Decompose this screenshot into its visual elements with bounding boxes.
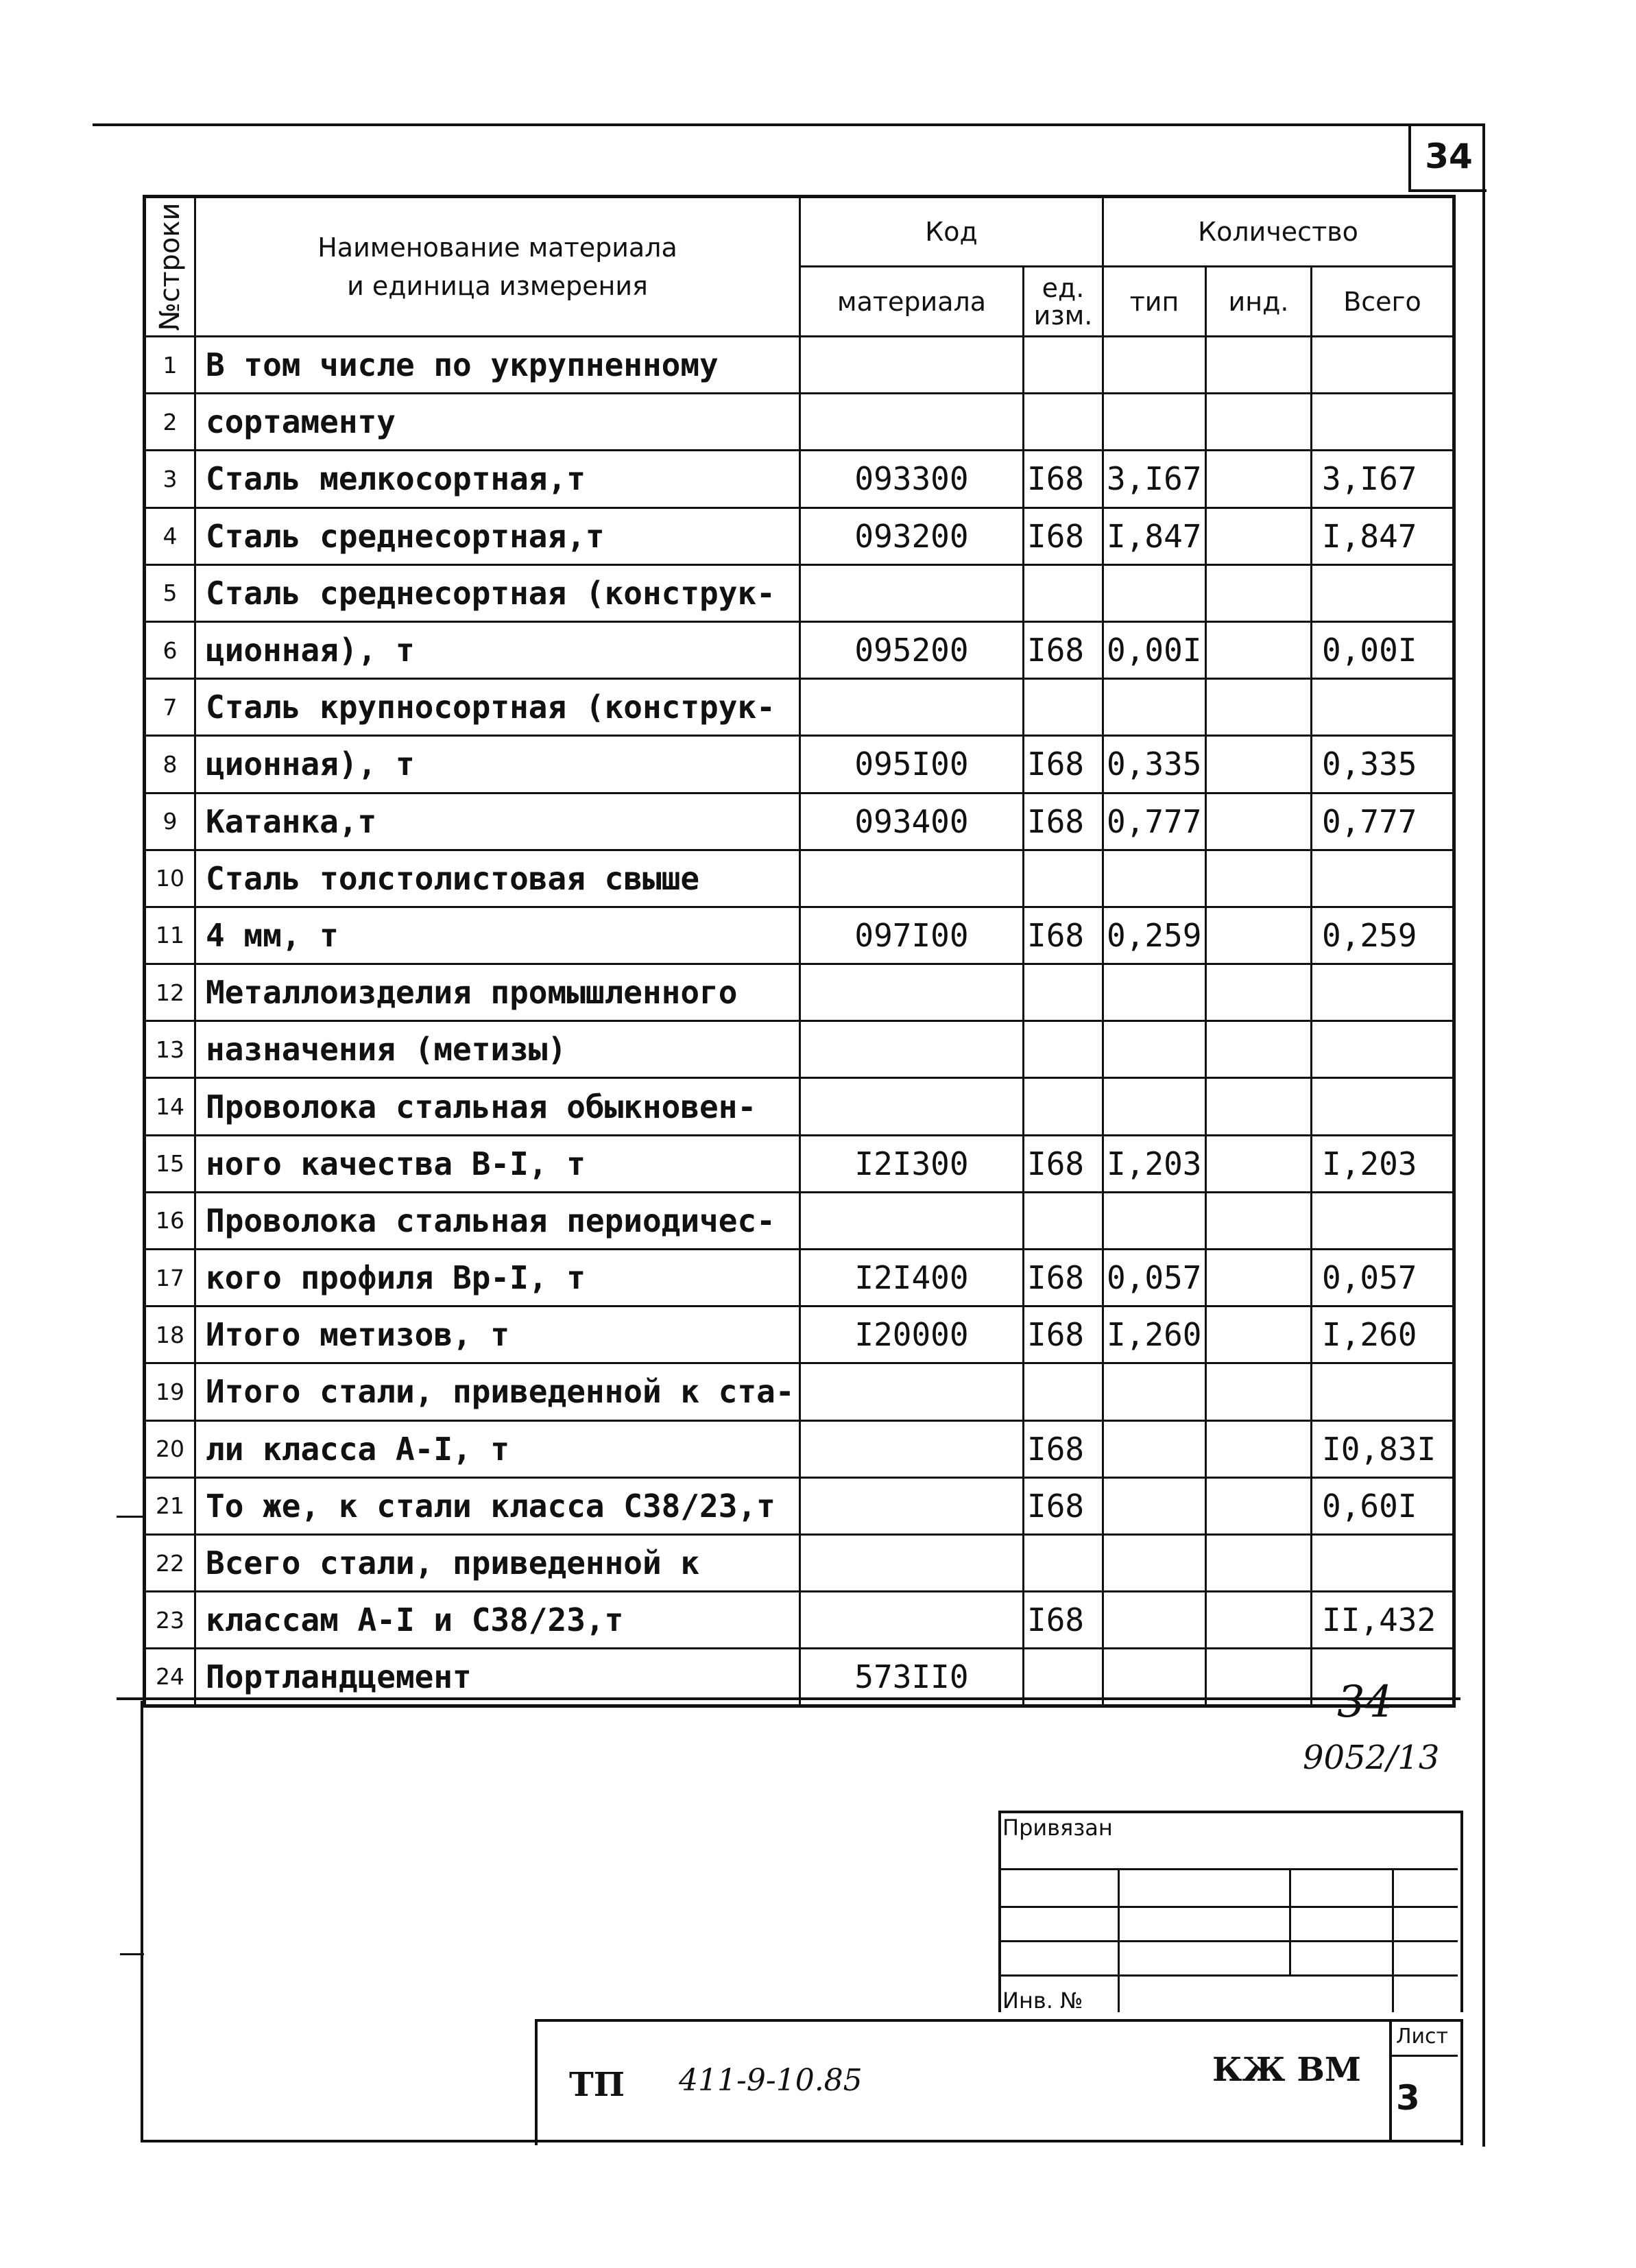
unit-code-cell bbox=[1024, 679, 1103, 736]
unit-code-cell bbox=[1024, 1078, 1103, 1135]
material-code-cell bbox=[800, 1592, 1024, 1649]
material-name-cell: Сталь среднесортная,т bbox=[195, 508, 800, 564]
stamp-prefix: ТП bbox=[569, 2066, 625, 2104]
qty-ind-cell bbox=[1206, 451, 1312, 508]
qty-type-cell bbox=[1103, 1192, 1206, 1249]
qty-total-cell: II,432 bbox=[1312, 1592, 1454, 1649]
row-number-cell: 6 bbox=[145, 621, 195, 678]
right-rule bbox=[1482, 123, 1485, 2147]
qty-total-cell bbox=[1312, 1078, 1454, 1135]
material-name-cell: ционная), т bbox=[195, 736, 800, 793]
material-name-cell: Проволока стальная периодичес- bbox=[195, 1192, 800, 1249]
code-group-header: Код bbox=[800, 197, 1103, 267]
material-code-cell bbox=[800, 1363, 1024, 1420]
row-number-cell: 5 bbox=[145, 564, 195, 621]
table-row bbox=[145, 1534, 1454, 1591]
qty-total-cell: I0,83I bbox=[1312, 1420, 1454, 1477]
table-row bbox=[145, 1306, 1454, 1363]
page-number: 34 bbox=[1408, 123, 1487, 192]
attachment-label: Привязан bbox=[1002, 1815, 1113, 1841]
table-row bbox=[145, 1135, 1454, 1192]
qty-type-cell: 0,00I bbox=[1103, 621, 1206, 678]
table-row bbox=[145, 1420, 1454, 1477]
row-number-cell: 17 bbox=[145, 1250, 195, 1306]
material-code-cell bbox=[800, 1192, 1024, 1249]
total-header: Всего bbox=[1312, 267, 1454, 337]
left-rule bbox=[141, 1701, 143, 2140]
material-code-cell: 095I00 bbox=[800, 736, 1024, 793]
qty-type-cell: 3,I67 bbox=[1103, 451, 1206, 508]
material-code-cell: 573II0 bbox=[800, 1649, 1024, 1706]
qty-ind-cell bbox=[1206, 1649, 1312, 1706]
materials-table bbox=[143, 195, 1456, 1708]
material-name-cell: Сталь мелкосортная,т bbox=[195, 451, 800, 508]
margin-tick-2 bbox=[120, 1953, 144, 1955]
material-name-cell: Сталь толстолистовая свыше bbox=[195, 850, 800, 907]
table-row bbox=[145, 337, 1454, 394]
table-row bbox=[145, 1250, 1454, 1306]
qty-total-cell: 0,259 bbox=[1312, 907, 1454, 964]
qty-total-cell: 0,60I bbox=[1312, 1477, 1454, 1534]
unit-code-cell: I68 bbox=[1024, 451, 1103, 508]
qty-ind-cell bbox=[1206, 1306, 1312, 1363]
row-number-cell: 22 bbox=[145, 1534, 195, 1591]
material-name-cell: То же, к стали класса С38/23,т bbox=[195, 1477, 800, 1534]
qty-total-cell: I,203 bbox=[1312, 1135, 1454, 1192]
quantity-group-header: Количество bbox=[1103, 197, 1454, 267]
qty-ind-cell bbox=[1206, 1592, 1312, 1649]
material-code-cell bbox=[800, 1021, 1024, 1078]
material-code-cell bbox=[800, 337, 1024, 394]
table-row bbox=[145, 1192, 1454, 1249]
row-number-cell: 20 bbox=[145, 1420, 195, 1477]
table-row bbox=[145, 1078, 1454, 1135]
qty-total-cell bbox=[1312, 1192, 1454, 1249]
material-code-cell bbox=[800, 564, 1024, 621]
stamp-number: 411-9-10.85 bbox=[679, 2063, 863, 2098]
material-name-cell: 4 мм, т bbox=[195, 907, 800, 964]
qty-total-cell bbox=[1312, 394, 1454, 451]
material-name-cell: Итого стали, приведенной к ста- bbox=[195, 1363, 800, 1420]
qty-type-cell bbox=[1103, 964, 1206, 1021]
unit-code-cell bbox=[1024, 964, 1103, 1021]
unit-code-cell bbox=[1024, 850, 1103, 907]
qty-type-cell bbox=[1103, 394, 1206, 451]
qty-ind-cell bbox=[1206, 1420, 1312, 1477]
row-number-cell: 16 bbox=[145, 1192, 195, 1249]
qty-type-cell: 0,777 bbox=[1103, 793, 1206, 850]
top-rule bbox=[93, 123, 1484, 126]
qty-type-cell: 0,057 bbox=[1103, 1250, 1206, 1306]
sheet-value: 3 bbox=[1396, 2078, 1420, 2118]
row-number-cell: 21 bbox=[145, 1477, 195, 1534]
material-name-cell: Всего стали, приведенной к bbox=[195, 1534, 800, 1591]
unit-code-cell bbox=[1024, 1534, 1103, 1591]
qty-ind-cell bbox=[1206, 337, 1312, 394]
row-number-cell: 4 bbox=[145, 508, 195, 564]
material-code-cell: 097I00 bbox=[800, 907, 1024, 964]
qty-type-cell bbox=[1103, 1363, 1206, 1420]
unit-code-cell: I68 bbox=[1024, 793, 1103, 850]
handwritten-code: 9052/13 bbox=[1303, 1739, 1440, 1777]
qty-total-cell bbox=[1312, 679, 1454, 736]
qty-total-cell: 0,00I bbox=[1312, 621, 1454, 678]
material-name-cell: Катанка,т bbox=[195, 793, 800, 850]
material-code-cell bbox=[800, 964, 1024, 1021]
material-name-header: Наименование материала и единица измерения bbox=[195, 197, 800, 337]
qty-type-cell bbox=[1103, 1649, 1206, 1706]
material-name-cell: ли класса А-I, т bbox=[195, 1420, 800, 1477]
unit-code-cell: I68 bbox=[1024, 1592, 1103, 1649]
qty-type-cell bbox=[1103, 1477, 1206, 1534]
qty-type-cell bbox=[1103, 1021, 1206, 1078]
qty-ind-cell bbox=[1206, 793, 1312, 850]
table-row bbox=[145, 564, 1454, 621]
margin-tick-1 bbox=[117, 1516, 144, 1518]
material-code-cell bbox=[800, 679, 1024, 736]
material-code-cell bbox=[800, 1078, 1024, 1135]
unit-code-cell: I68 bbox=[1024, 1250, 1103, 1306]
qty-type-cell: I,260 bbox=[1103, 1306, 1206, 1363]
row-number-cell: 24 bbox=[145, 1649, 195, 1706]
row-number-cell: 7 bbox=[145, 679, 195, 736]
row-number-cell: 14 bbox=[145, 1078, 195, 1135]
qty-type-cell bbox=[1103, 1534, 1206, 1591]
qty-type-cell bbox=[1103, 564, 1206, 621]
unit-code-cell bbox=[1024, 1363, 1103, 1420]
row-number-cell: 10 bbox=[145, 850, 195, 907]
row-number-cell: 11 bbox=[145, 907, 195, 964]
qty-total-cell: 0,057 bbox=[1312, 1250, 1454, 1306]
qty-ind-cell bbox=[1206, 1477, 1312, 1534]
qty-ind-cell bbox=[1206, 621, 1312, 678]
table-row bbox=[145, 1477, 1454, 1534]
table-row bbox=[145, 679, 1454, 736]
row-number-cell: 1 bbox=[145, 337, 195, 394]
table-row bbox=[145, 1021, 1454, 1078]
table-row bbox=[145, 1592, 1454, 1649]
qty-type-cell: I,203 bbox=[1103, 1135, 1206, 1192]
qty-total-cell bbox=[1312, 850, 1454, 907]
unit-code-cell: I68 bbox=[1024, 736, 1103, 793]
material-name-cell: кого профиля Вр-I, т bbox=[195, 1250, 800, 1306]
row-number-cell: 19 bbox=[145, 1363, 195, 1420]
qty-ind-cell bbox=[1206, 1135, 1312, 1192]
table-row bbox=[145, 1363, 1454, 1420]
qty-ind-cell bbox=[1206, 679, 1312, 736]
qty-ind-cell bbox=[1206, 964, 1312, 1021]
qty-total-cell: 0,777 bbox=[1312, 793, 1454, 850]
qty-type-cell bbox=[1103, 1078, 1206, 1135]
sheet-label: Лист bbox=[1396, 2025, 1449, 2049]
material-code-cell: 093400 bbox=[800, 793, 1024, 850]
qty-total-cell bbox=[1312, 1021, 1454, 1078]
stamp-mark: КЖ ВМ bbox=[1212, 2051, 1362, 2089]
material-code-header: материала bbox=[800, 267, 1024, 337]
table-row bbox=[145, 394, 1454, 451]
qty-ind-cell bbox=[1206, 736, 1312, 793]
row-number-cell: 18 bbox=[145, 1306, 195, 1363]
unit-code-cell: I68 bbox=[1024, 907, 1103, 964]
ind-header: инд. bbox=[1206, 267, 1312, 337]
qty-type-cell bbox=[1103, 337, 1206, 394]
material-code-cell: 093200 bbox=[800, 508, 1024, 564]
qty-ind-cell bbox=[1206, 1250, 1312, 1306]
row-number-cell: 8 bbox=[145, 736, 195, 793]
qty-type-cell: 0,335 bbox=[1103, 736, 1206, 793]
qty-ind-cell bbox=[1206, 1534, 1312, 1591]
table-row bbox=[145, 736, 1454, 793]
qty-ind-cell bbox=[1206, 1363, 1312, 1420]
unit-code-cell bbox=[1024, 564, 1103, 621]
table-row bbox=[145, 964, 1454, 1021]
unit-code-cell: I68 bbox=[1024, 1135, 1103, 1192]
qty-ind-cell bbox=[1206, 1021, 1312, 1078]
row-number-cell: 2 bbox=[145, 394, 195, 451]
table-row bbox=[145, 451, 1454, 508]
material-name-cell: ного качества В-I, т bbox=[195, 1135, 800, 1192]
table-row bbox=[145, 508, 1454, 564]
qty-ind-cell bbox=[1206, 1078, 1312, 1135]
qty-type-cell: 0,259 bbox=[1103, 907, 1206, 964]
material-name-cell: назначения (метизы) bbox=[195, 1021, 800, 1078]
qty-type-cell bbox=[1103, 850, 1206, 907]
table-row bbox=[145, 1649, 1454, 1706]
material-name-cell: ционная), т bbox=[195, 621, 800, 678]
material-name-cell: Металлоизделия промышленного bbox=[195, 964, 800, 1021]
qty-type-cell bbox=[1103, 1420, 1206, 1477]
handwritten-sheet-number: 34 bbox=[1337, 1677, 1393, 1728]
unit-code-cell bbox=[1024, 394, 1103, 451]
material-name-cell: классам А-I и С38/23,т bbox=[195, 1592, 800, 1649]
unit-code-cell: I68 bbox=[1024, 1420, 1103, 1477]
row-number-cell: 13 bbox=[145, 1021, 195, 1078]
unit-code-cell: I68 bbox=[1024, 1306, 1103, 1363]
row-number-cell: 9 bbox=[145, 793, 195, 850]
unit-code-cell bbox=[1024, 1649, 1103, 1706]
material-name-cell: сортаменту bbox=[195, 394, 800, 451]
qty-total-cell bbox=[1312, 337, 1454, 394]
qty-total-cell bbox=[1312, 964, 1454, 1021]
unit-code-cell: I68 bbox=[1024, 508, 1103, 564]
qty-total-cell bbox=[1312, 1534, 1454, 1591]
qty-ind-cell bbox=[1206, 564, 1312, 621]
material-code-cell bbox=[800, 850, 1024, 907]
table-row bbox=[145, 793, 1454, 850]
qty-ind-cell bbox=[1206, 1192, 1312, 1249]
material-code-cell bbox=[800, 1534, 1024, 1591]
attachment-block bbox=[998, 1811, 1463, 2012]
unit-code-cell bbox=[1024, 1021, 1103, 1078]
material-code-cell: 095200 bbox=[800, 621, 1024, 678]
material-name-cell: Портландцемент bbox=[195, 1649, 800, 1706]
qty-total-cell: I,847 bbox=[1312, 508, 1454, 564]
material-code-cell: I2I400 bbox=[800, 1250, 1024, 1306]
qty-type-cell: I,847 bbox=[1103, 508, 1206, 564]
qty-total-cell: I,260 bbox=[1312, 1306, 1454, 1363]
row-number-cell: 23 bbox=[145, 1592, 195, 1649]
material-code-cell: I2I300 bbox=[800, 1135, 1024, 1192]
unit-code-cell: I68 bbox=[1024, 621, 1103, 678]
material-code-cell bbox=[800, 1420, 1024, 1477]
unit-code-cell bbox=[1024, 337, 1103, 394]
qty-ind-cell bbox=[1206, 394, 1312, 451]
row-number-header: №строки bbox=[145, 197, 195, 337]
unit-code-cell: I68 bbox=[1024, 1477, 1103, 1534]
qty-total-cell bbox=[1312, 564, 1454, 621]
row-number-cell: 3 bbox=[145, 451, 195, 508]
qty-ind-cell bbox=[1206, 907, 1312, 964]
material-code-cell: I20000 bbox=[800, 1306, 1024, 1363]
qty-ind-cell bbox=[1206, 508, 1312, 564]
qty-total-cell: 0,335 bbox=[1312, 736, 1454, 793]
qty-type-cell bbox=[1103, 1592, 1206, 1649]
material-code-cell bbox=[800, 394, 1024, 451]
row-number-cell: 15 bbox=[145, 1135, 195, 1192]
material-name-cell: Проволока стальная обыкновен- bbox=[195, 1078, 800, 1135]
material-code-cell bbox=[800, 1477, 1024, 1534]
table-row bbox=[145, 621, 1454, 678]
type-header: тип bbox=[1103, 267, 1206, 337]
material-name-cell: Итого метизов, т bbox=[195, 1306, 800, 1363]
unit-code-cell bbox=[1024, 1192, 1103, 1249]
row-number-cell: 12 bbox=[145, 964, 195, 1021]
material-name-cell: В том числе по укрупненному bbox=[195, 337, 800, 394]
material-name-cell: Сталь среднесортная (конструк- bbox=[195, 564, 800, 621]
inventory-label: Инв. № bbox=[1002, 1988, 1083, 2014]
table-row bbox=[145, 907, 1454, 964]
qty-total-cell bbox=[1312, 1363, 1454, 1420]
table-row bbox=[145, 850, 1454, 907]
unit-header: ед. изм. bbox=[1024, 267, 1103, 337]
material-name-cell: Сталь крупносортная (конструк- bbox=[195, 679, 800, 736]
qty-total-cell: 3,I67 bbox=[1312, 451, 1454, 508]
material-code-cell: 093300 bbox=[800, 451, 1024, 508]
qty-type-cell bbox=[1103, 679, 1206, 736]
qty-ind-cell bbox=[1206, 850, 1312, 907]
